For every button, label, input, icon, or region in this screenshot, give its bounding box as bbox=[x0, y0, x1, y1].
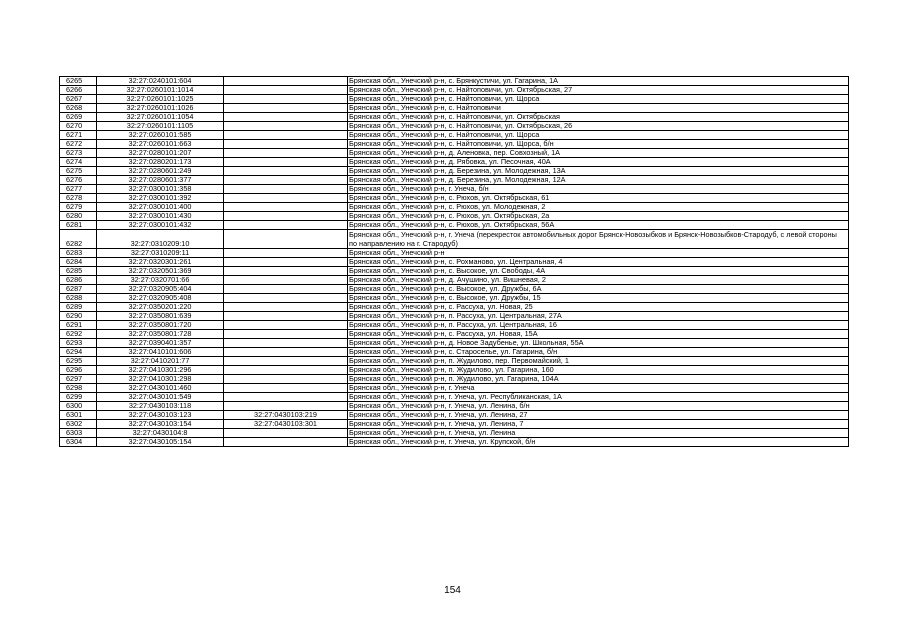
row-number: 6285 bbox=[60, 267, 97, 276]
row-number: 6287 bbox=[60, 285, 97, 294]
cadastral-number: 32:27:0350801:728 bbox=[97, 330, 224, 339]
row-number: 6288 bbox=[60, 294, 97, 303]
row-number: 6275 bbox=[60, 167, 97, 176]
row-number: 6291 bbox=[60, 321, 97, 330]
page-number: 154 bbox=[444, 585, 461, 596]
table-row bbox=[60, 113, 849, 122]
table-row bbox=[60, 230, 849, 249]
address-cell: Брянская обл., Унечский р-н, с. Высокое, ул. Дружбы, 15 bbox=[348, 294, 849, 303]
row-number: 6269 bbox=[60, 113, 97, 122]
related-cadastral-number bbox=[224, 104, 348, 113]
cadastral-number: 32:27:0320301:261 bbox=[97, 258, 224, 267]
table-row bbox=[60, 194, 849, 203]
address-cell: Брянская обл., Унечский р-н, п. Жудилово, пер. Первомайский, 1 bbox=[348, 357, 849, 366]
cadastral-number: 32:27:0320905:408 bbox=[97, 294, 224, 303]
row-number: 6296 bbox=[60, 366, 97, 375]
row-number: 6294 bbox=[60, 348, 97, 357]
row-number: 6298 bbox=[60, 384, 97, 393]
address-cell: Брянская обл., Унечский р-н, с. Высокое, ул. Дружбы, 6А bbox=[348, 285, 849, 294]
cadastral-number: 32:27:0320701:66 bbox=[97, 276, 224, 285]
table-row bbox=[60, 258, 849, 267]
related-cadastral-number bbox=[224, 438, 348, 447]
row-number: 6270 bbox=[60, 122, 97, 131]
cadastral-number: 32:27:0430104:8 bbox=[97, 429, 224, 438]
table-row bbox=[60, 375, 849, 384]
cadastral-number: 32:27:0320501:369 bbox=[97, 267, 224, 276]
related-cadastral-number bbox=[224, 330, 348, 339]
related-cadastral-number bbox=[224, 167, 348, 176]
address-cell: Брянская обл., Унечский р-н, г. Унеча (перекресток автомобильных дорог Брянск-Новозыбков и Брянск-Новозыбков-Стародуб, с левой стороны по направлению на г. Стародуб) bbox=[348, 230, 849, 249]
cadastral-number: 32:27:0260101:1014 bbox=[97, 86, 224, 95]
related-cadastral-number bbox=[224, 429, 348, 438]
registry-table bbox=[59, 76, 849, 447]
address-cell: Брянская обл., Унечский р-н, с. Найтоповичи, ул. Октябрьская, 27 bbox=[348, 86, 849, 95]
row-number: 6280 bbox=[60, 212, 97, 221]
related-cadastral-number bbox=[224, 339, 348, 348]
table-row bbox=[60, 276, 849, 285]
table-row bbox=[60, 149, 849, 158]
cadastral-number: 32:27:0350801:639 bbox=[97, 312, 224, 321]
related-cadastral-number bbox=[224, 366, 348, 375]
table-row bbox=[60, 366, 849, 375]
table-row bbox=[60, 348, 849, 357]
address-cell: Брянская обл., Унечский р-н, г. Унеча, ул. Ленина, 27 bbox=[348, 411, 849, 420]
address-cell: Брянская обл., Унечский р-н, г. Унеча, ул. Ленина, 7 bbox=[348, 420, 849, 429]
address-cell: Брянская обл., Унечский р-н, п. Рассуха, ул. Центральная, 27А bbox=[348, 312, 849, 321]
cadastral-number: 32:27:0300101:430 bbox=[97, 212, 224, 221]
address-cell: Брянская обл., Унечский р-н, с. Рюхов, ул. Октябрьская, 56А bbox=[348, 221, 849, 230]
cadastral-number: 32:27:0430103:154 bbox=[97, 420, 224, 429]
row-number: 6304 bbox=[60, 438, 97, 447]
address-cell: Брянская обл., Унечский р-н, с. Высокое, ул. Свободы, 4А bbox=[348, 267, 849, 276]
address-cell: Брянская обл., Унечский р-н, с. Найтоповичи, ул. Щорса, б/н bbox=[348, 140, 849, 149]
related-cadastral-number bbox=[224, 258, 348, 267]
address-cell: Брянская обл., Унечский р-н, с. Найтоповичи, ул. Щорса bbox=[348, 131, 849, 140]
cadastral-number: 32:27:0260101:1105 bbox=[97, 122, 224, 131]
table-row bbox=[60, 330, 849, 339]
address-cell: Брянская обл., Унечский р-н, п. Рассуха, ул. Центральная, 16 bbox=[348, 321, 849, 330]
related-cadastral-number bbox=[224, 77, 348, 86]
related-cadastral-number bbox=[224, 176, 348, 185]
address-cell: Брянская обл., Унечский р-н, с. Найтоповичи, ул. Октябрьская, 26 bbox=[348, 122, 849, 131]
table-row bbox=[60, 167, 849, 176]
row-number: 6301 bbox=[60, 411, 97, 420]
cadastral-number: 32:27:0310209:11 bbox=[97, 249, 224, 258]
address-cell: Брянская обл., Унечский р-н, д. Аленовка, пер. Совхозный, 1А bbox=[348, 149, 849, 158]
cadastral-number: 32:27:0240101:604 bbox=[97, 77, 224, 86]
row-number: 6290 bbox=[60, 312, 97, 321]
related-cadastral-number bbox=[224, 194, 348, 203]
row-number: 6292 bbox=[60, 330, 97, 339]
table-row bbox=[60, 429, 849, 438]
address-cell: Брянская обл., Унечский р-н bbox=[348, 249, 849, 258]
address-cell: Брянская обл., Унечский р-н, п. Жудилово, ул. Гагарина, 104А bbox=[348, 375, 849, 384]
cadastral-number: 32:27:0280601:249 bbox=[97, 167, 224, 176]
address-cell: Брянская обл., Унечский р-н, п. Жудилово, ул. Гагарина, 160 bbox=[348, 366, 849, 375]
row-number: 6300 bbox=[60, 402, 97, 411]
row-number: 6266 bbox=[60, 86, 97, 95]
table-row bbox=[60, 185, 849, 194]
table-row bbox=[60, 312, 849, 321]
address-cell: Брянская обл., Унечский р-н, д. Новое Задубенье, ул. Школьная, 55А bbox=[348, 339, 849, 348]
row-number: 6299 bbox=[60, 393, 97, 402]
cadastral-number: 32:27:0260101:585 bbox=[97, 131, 224, 140]
table-row bbox=[60, 393, 849, 402]
address-cell: Брянская обл., Унечский р-н, д. Рябовка, ул. Песочная, 40А bbox=[348, 158, 849, 167]
related-cadastral-number bbox=[224, 122, 348, 131]
related-cadastral-number bbox=[224, 221, 348, 230]
related-cadastral-number bbox=[224, 249, 348, 258]
table-row bbox=[60, 95, 849, 104]
related-cadastral-number bbox=[224, 285, 348, 294]
related-cadastral-number: 32:27:0430103:219 bbox=[224, 411, 348, 420]
address-cell: Брянская обл., Унечский р-н, с. Рассуха, ул. Новая, 15А bbox=[348, 330, 849, 339]
address-cell: Брянская обл., Унечский р-н, г. Унеча, ул. Крупской, б/н bbox=[348, 438, 849, 447]
cadastral-number: 32:27:0320905:404 bbox=[97, 285, 224, 294]
address-cell: Брянская обл., Унечский р-н, д. Березина, ул. Молодежная, 12А bbox=[348, 176, 849, 185]
address-cell: Брянская обл., Унечский р-н, с. Найтоповичи, ул. Октябрьская bbox=[348, 113, 849, 122]
address-cell: Брянская обл., Унечский р-н, д. Березина, ул. Молодежная, 13А bbox=[348, 167, 849, 176]
related-cadastral-number bbox=[224, 267, 348, 276]
related-cadastral-number bbox=[224, 86, 348, 95]
cadastral-number: 32:27:0310209:10 bbox=[97, 230, 224, 249]
related-cadastral-number bbox=[224, 149, 348, 158]
related-cadastral-number bbox=[224, 140, 348, 149]
row-number: 6278 bbox=[60, 194, 97, 203]
address-cell: Брянская обл., Унечский р-н, с. Рюхов, ул. Октябрьская, 61 bbox=[348, 194, 849, 203]
address-cell: Брянская обл., Унечский р-н, с. Рохманово, ул. Центральная, 4 bbox=[348, 258, 849, 267]
cadastral-number: 32:27:0260101:663 bbox=[97, 140, 224, 149]
row-number: 6265 bbox=[60, 77, 97, 86]
address-cell: Брянская обл., Унечский р-н, с. Рассуха, ул. Новая, 25 bbox=[348, 303, 849, 312]
related-cadastral-number bbox=[224, 294, 348, 303]
row-number: 6302 bbox=[60, 420, 97, 429]
related-cadastral-number bbox=[224, 321, 348, 330]
related-cadastral-number bbox=[224, 357, 348, 366]
related-cadastral-number bbox=[224, 230, 348, 249]
related-cadastral-number bbox=[224, 348, 348, 357]
cadastral-number: 32:27:0300101:432 bbox=[97, 221, 224, 230]
cadastral-number: 32:27:0280201:173 bbox=[97, 158, 224, 167]
table-row bbox=[60, 294, 849, 303]
cadastral-number: 32:27:0350201:220 bbox=[97, 303, 224, 312]
table-row bbox=[60, 212, 849, 221]
cadastral-number: 32:27:0430101:460 bbox=[97, 384, 224, 393]
address-cell: Брянская обл., Унечский р-н, г. Унеча, б/н bbox=[348, 185, 849, 194]
related-cadastral-number bbox=[224, 393, 348, 402]
table-row bbox=[60, 438, 849, 447]
cadastral-number: 32:27:0260101:1026 bbox=[97, 104, 224, 113]
row-number: 6286 bbox=[60, 276, 97, 285]
table-row bbox=[60, 249, 849, 258]
related-cadastral-number bbox=[224, 95, 348, 104]
cadastral-number: 32:27:0410101:606 bbox=[97, 348, 224, 357]
address-cell: Брянская обл., Унечский р-н, с. Рюхов, ул. Молодежная, 2 bbox=[348, 203, 849, 212]
row-number: 6282 bbox=[60, 230, 97, 249]
table-row bbox=[60, 176, 849, 185]
related-cadastral-number bbox=[224, 203, 348, 212]
row-number: 6277 bbox=[60, 185, 97, 194]
table-row bbox=[60, 77, 849, 86]
row-number: 6268 bbox=[60, 104, 97, 113]
address-cell: Брянская обл., Унечский р-н, г. Унеча, ул. Ленина, б/н bbox=[348, 402, 849, 411]
table-row bbox=[60, 321, 849, 330]
table-row bbox=[60, 285, 849, 294]
address-cell: Брянская обл., Унечский р-н, с. Найтоповичи, ул. Щорса bbox=[348, 95, 849, 104]
table-row bbox=[60, 357, 849, 366]
row-number: 6281 bbox=[60, 221, 97, 230]
related-cadastral-number: 32:27:0430103:301 bbox=[224, 420, 348, 429]
row-number: 6293 bbox=[60, 339, 97, 348]
row-number: 6274 bbox=[60, 158, 97, 167]
related-cadastral-number bbox=[224, 113, 348, 122]
cadastral-number: 32:27:0300101:400 bbox=[97, 203, 224, 212]
row-number: 6279 bbox=[60, 203, 97, 212]
table-row bbox=[60, 221, 849, 230]
address-cell: Брянская обл., Унечский р-н, с. Найтоповичи bbox=[348, 104, 849, 113]
cadastral-number: 32:27:0430105:154 bbox=[97, 438, 224, 447]
table-row bbox=[60, 411, 849, 420]
address-cell: Брянская обл., Унечский р-н, д. Ачушино, ул. Вишневая, 2 bbox=[348, 276, 849, 285]
table-row bbox=[60, 267, 849, 276]
cadastral-number: 32:27:0430101:549 bbox=[97, 393, 224, 402]
row-number: 6303 bbox=[60, 429, 97, 438]
table-row bbox=[60, 104, 849, 113]
address-cell: Брянская обл., Унечский р-н, с. Рюхов, ул. Октябрьская, 2а bbox=[348, 212, 849, 221]
table-row bbox=[60, 402, 849, 411]
row-number: 6295 bbox=[60, 357, 97, 366]
table-row bbox=[60, 203, 849, 212]
address-cell: Брянская обл., Унечский р-н, с. Брянкустичи, ул. Гагарина, 1А bbox=[348, 77, 849, 86]
row-number: 6272 bbox=[60, 140, 97, 149]
table-row bbox=[60, 131, 849, 140]
related-cadastral-number bbox=[224, 212, 348, 221]
table-body bbox=[60, 77, 849, 447]
row-number: 6273 bbox=[60, 149, 97, 158]
table-row bbox=[60, 339, 849, 348]
row-number: 6283 bbox=[60, 249, 97, 258]
related-cadastral-number bbox=[224, 185, 348, 194]
address-cell: Брянская обл., Унечский р-н, г. Унеча, ул. Республиканская, 1А bbox=[348, 393, 849, 402]
related-cadastral-number bbox=[224, 375, 348, 384]
row-number: 6271 bbox=[60, 131, 97, 140]
related-cadastral-number bbox=[224, 158, 348, 167]
cadastral-number: 32:27:0350801:720 bbox=[97, 321, 224, 330]
address-cell: Брянская обл., Унечский р-н, г. Унеча bbox=[348, 384, 849, 393]
related-cadastral-number bbox=[224, 402, 348, 411]
row-number: 6284 bbox=[60, 258, 97, 267]
related-cadastral-number bbox=[224, 384, 348, 393]
cadastral-number: 32:27:0280101:207 bbox=[97, 149, 224, 158]
related-cadastral-number bbox=[224, 303, 348, 312]
cadastral-number: 32:27:0280601:377 bbox=[97, 176, 224, 185]
cadastral-number: 32:27:0300101:392 bbox=[97, 194, 224, 203]
cadastral-number: 32:27:0430103:123 bbox=[97, 411, 224, 420]
row-number: 6276 bbox=[60, 176, 97, 185]
related-cadastral-number bbox=[224, 276, 348, 285]
table-row bbox=[60, 158, 849, 167]
table-row bbox=[60, 86, 849, 95]
cadastral-number: 32:27:0390401:357 bbox=[97, 339, 224, 348]
related-cadastral-number bbox=[224, 312, 348, 321]
row-number: 6289 bbox=[60, 303, 97, 312]
cadastral-number: 32:27:0260101:1025 bbox=[97, 95, 224, 104]
table-row bbox=[60, 384, 849, 393]
address-cell: Брянская обл., Унечский р-н, с. Староселье, ул. Гагарина, б/н bbox=[348, 348, 849, 357]
cadastral-number: 32:27:0300101:358 bbox=[97, 185, 224, 194]
cadastral-number: 32:27:0260101:1054 bbox=[97, 113, 224, 122]
related-cadastral-number bbox=[224, 131, 348, 140]
table-row bbox=[60, 303, 849, 312]
cadastral-number: 32:27:0430103:118 bbox=[97, 402, 224, 411]
cadastral-number: 32:27:0410301:298 bbox=[97, 375, 224, 384]
table-row bbox=[60, 420, 849, 429]
cadastral-number: 32:27:0410201:77 bbox=[97, 357, 224, 366]
cadastral-number: 32:27:0410301:296 bbox=[97, 366, 224, 375]
row-number: 6267 bbox=[60, 95, 97, 104]
table-row bbox=[60, 122, 849, 131]
table-row bbox=[60, 140, 849, 149]
row-number: 6297 bbox=[60, 375, 97, 384]
address-cell: Брянская обл., Унечский р-н, г. Унеча, ул. Ленина bbox=[348, 429, 849, 438]
